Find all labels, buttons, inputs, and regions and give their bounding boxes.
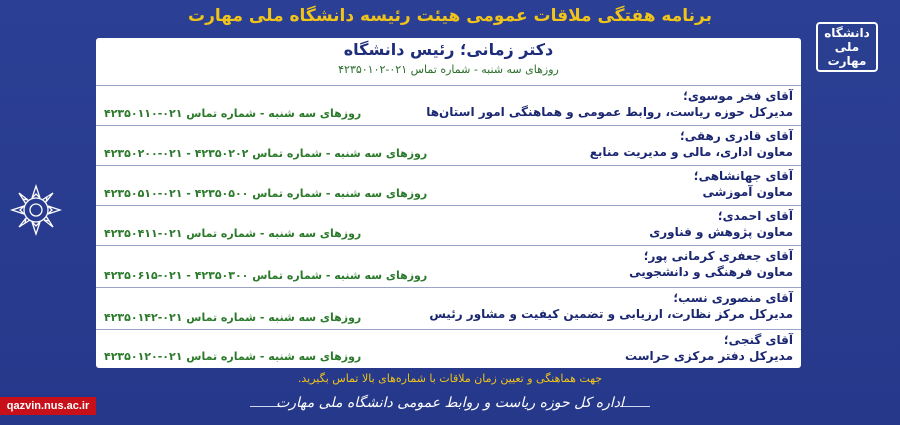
schedule-row xyxy=(96,86,801,126)
row-role: معاون پژوهش و فناوری xyxy=(649,225,793,239)
site-url-badge[interactable]: qazvin.nus.ac.ir xyxy=(0,397,96,415)
row-person: آقای احمدی؛ xyxy=(717,209,793,223)
row-contact: روزهای سه شنبه - شماره تماس ۰۲۱-۴۲۳۵۰۱۲۰ xyxy=(104,350,362,363)
schedule-row xyxy=(96,330,801,368)
ornament-icon xyxy=(8,182,64,238)
row-contact: روزهای سه شنبه - شماره تماس ۰۲۱-۴۲۳۵۰۱۱۰ xyxy=(104,107,362,120)
row-person: آقای جهانشاهی؛ xyxy=(693,169,793,183)
row-person: آقای فخر موسوی؛ xyxy=(683,89,793,103)
row-person: آقای جعفری کرمانی پور؛ xyxy=(643,249,793,263)
row-role: مدیرکل دفتر مرکزی حراست xyxy=(625,349,793,363)
schedule-row xyxy=(96,126,801,166)
row-role: مدیرکل مرکز نظارت، ارزیابی و تضمین کیفیت و مشاور رئیس xyxy=(429,307,793,321)
row-contact: روزهای سه شنبه - شماره تماس ۴۲۳۵۰۳۰۰ - ۰۲۱-۴۲۳۵۰۶۱۵ xyxy=(104,269,428,282)
row-contact: روزهای سه شنبه - شماره تماس ۰۲۱-۴۲۳۵۰۴۱۱ xyxy=(104,227,362,240)
row-contact: روزهای سه شنبه - شماره تماس ۴۲۳۵۰۵۰۰ - ۰۲۱-۴۲۳۵۰۵۱۰ xyxy=(104,187,428,200)
president-info: روزهای سه شنبه - شماره تماس ۰۲۱-۴۲۳۵۰۱۰۲ xyxy=(338,63,559,76)
university-logo xyxy=(816,22,878,72)
schedule-row xyxy=(96,166,801,206)
president-block xyxy=(96,38,801,86)
schedule-row xyxy=(96,206,801,246)
row-role: معاون آموزشی xyxy=(702,185,793,199)
row-role: مدیرکل حوزه ریاست، روابط عمومی و هماهنگی امور استان‌ها xyxy=(426,105,793,119)
row-role: معاون اداری، مالی و مدیریت منابع xyxy=(589,145,793,159)
row-contact: روزهای سه شنبه - شماره تماس ۴۲۳۵۰۲۰۲ - ۰۲۱-۴۲۳۵۰۲۰۰ xyxy=(104,147,428,160)
president-name: دکتر زمانی؛ رئیس دانشگاه xyxy=(343,40,554,59)
schedule-row xyxy=(96,246,801,288)
row-person: آقای گنجی؛ xyxy=(723,333,793,347)
footer-note: جهت هماهنگی و تعیین زمان ملاقات با شماره‌های بالا تماس بگیرید. xyxy=(297,372,603,385)
row-role: معاون فرهنگی و دانشجویی xyxy=(629,265,793,279)
row-person: آقای قادری رهقی؛ xyxy=(679,129,793,143)
row-contact: روزهای سه شنبه - شماره تماس ۰۲۱-۴۲۳۵۰۱۴۲ xyxy=(104,311,362,324)
footer-signature: اداره کل حوزه ریاست و روابط عمومی دانشگاه ملی مهارت xyxy=(276,395,624,411)
schedule-card xyxy=(96,38,801,368)
logo-text: دانشگاه ملی مهارت xyxy=(824,26,870,68)
schedule-row xyxy=(96,288,801,330)
row-person: آقای منصوری نسب؛ xyxy=(673,291,793,305)
page-title: برنامه هفتگی ملاقات عمومی هیئت رئیسه دانشگاه ملی مهارت xyxy=(188,6,712,26)
